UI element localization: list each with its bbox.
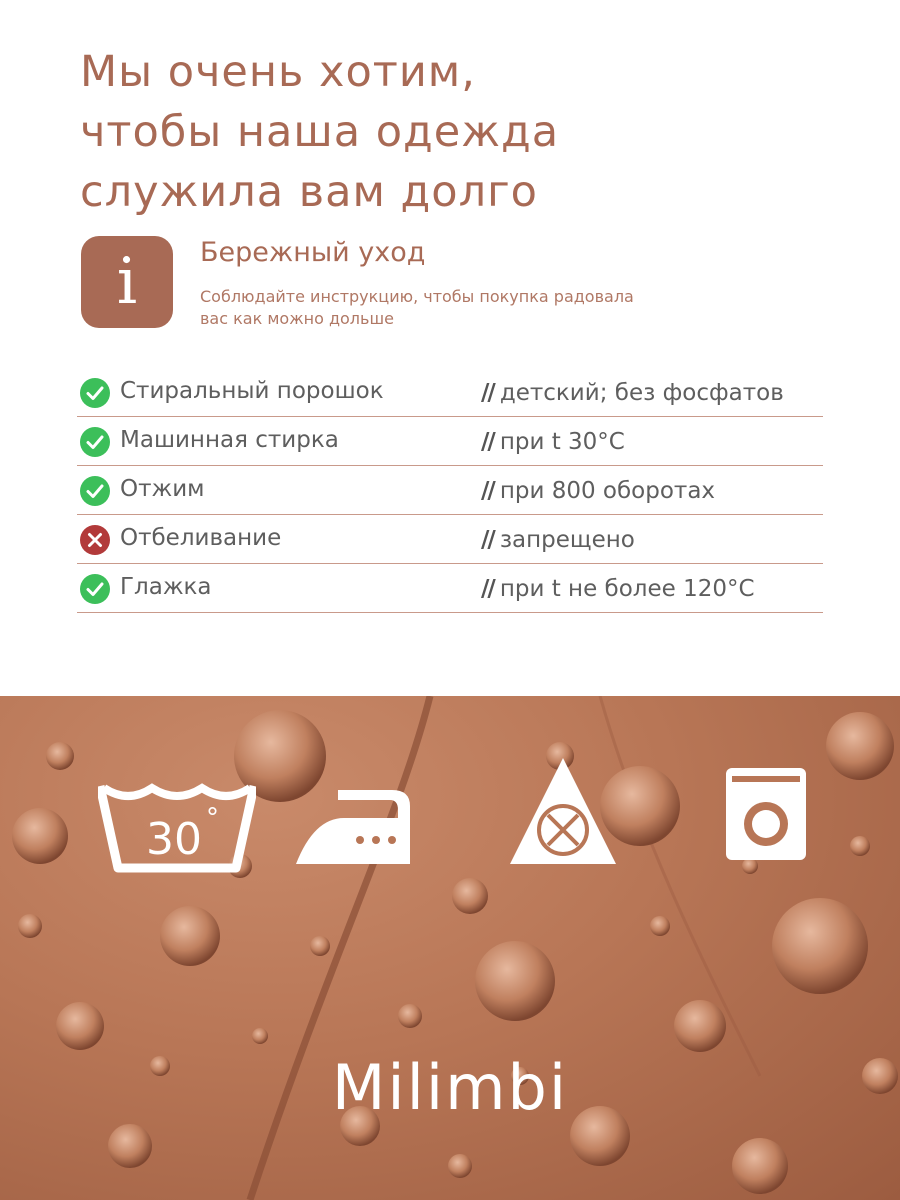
care-row-label: Машинная стирка [120, 427, 339, 453]
separator: // [481, 429, 494, 455]
wash-30-icon [98, 780, 256, 876]
care-title: Бережный уход [200, 237, 426, 268]
separator: // [481, 527, 494, 553]
page-headline [80, 42, 840, 222]
fabric-water-drops-photo [0, 696, 900, 1200]
washing-machine-icon [726, 768, 806, 860]
care-subtitle: Соблюдайте инструкцию, чтобы покупка радовала вас как можно дольше [200, 287, 634, 328]
brand-logo: Milimbi [331, 1051, 569, 1124]
separator: // [481, 576, 494, 602]
care-row-label: Отбеливание [120, 525, 282, 551]
separator: // [481, 478, 494, 504]
care-row [77, 564, 823, 613]
care-row-value: // при 800 оборотах [481, 478, 716, 504]
care-row-label: Отжим [120, 476, 205, 502]
info-glyph: i [116, 245, 138, 319]
care-row [77, 417, 823, 466]
headline-line: Мы очень хотим, [80, 47, 476, 97]
no-bleach-icon [508, 756, 618, 866]
wash-temperature: 30 [146, 814, 202, 865]
care-row-value: // при t не более 120°C [481, 576, 755, 602]
check-circle-icon [80, 574, 110, 604]
check-circle-icon [80, 476, 110, 506]
care-row-label: Глажка [120, 574, 212, 600]
care-row-label: Стиральный порошок [120, 378, 384, 404]
care-row [77, 515, 823, 564]
care-row-value: // запрещено [481, 527, 635, 553]
care-row [77, 466, 823, 515]
cross-circle-icon [80, 525, 110, 555]
headline-line: чтобы наша одежда [80, 107, 560, 157]
check-circle-icon [80, 427, 110, 457]
headline-line: служила вам долго [80, 167, 538, 217]
check-circle-icon [80, 378, 110, 408]
separator: // [481, 380, 494, 406]
wash-degree: ° [206, 803, 219, 833]
care-row [77, 368, 823, 417]
care-row-value: // при t 30°C [481, 429, 625, 455]
care-row-value: // детский; без фосфатов [481, 380, 784, 406]
care-instructions-table [77, 368, 823, 613]
iron-icon [292, 788, 414, 866]
info-icon [81, 236, 173, 328]
